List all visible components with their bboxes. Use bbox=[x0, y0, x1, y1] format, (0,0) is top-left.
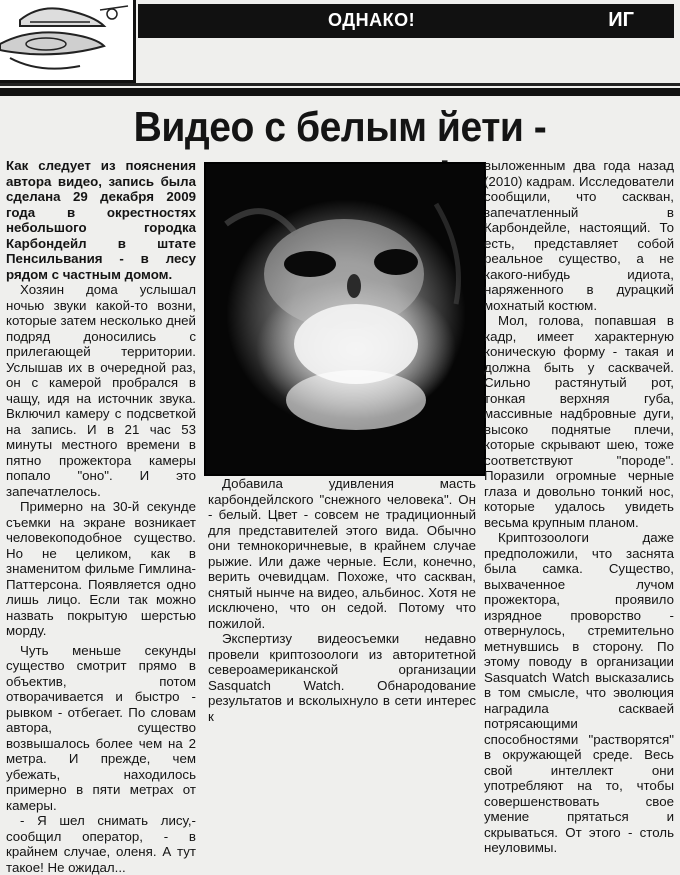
article-paragraph: Примерно на 30-й секунде съемки на экране возникает человекоподобное существо. Но не целиком, как в знаменитом фильме Гимлина-Паттерсона. Появляется одно лишь лицо. Если так можно назвать покрытую шерстью морду. bbox=[6, 499, 196, 638]
article-paragraph: Добавила удивления масть карбондейлского "снежного человека". Он - белый. Цвет - совсем не традиционный для представителей этого вида. Обычно они темнокоричневые, в крайнем случае рыжие. Или даже черные. Если, конечно, верить очевидцам. Похоже, что саскван, снятый нынче на видео, альбинос. Хотя не исключено, что он седой. Потому что пожилой. bbox=[208, 476, 476, 631]
article-lead: Как следует из пояснения автора видео, запись была сделана 29 декабря 2009 года в окрестностях небольшого городка Карбондейл в штате Пенсильвания - в лесу рядом с частным домом. bbox=[6, 158, 196, 282]
divider-rule-thick bbox=[0, 88, 680, 96]
article-paragraph: выложенным два года назад (2010) кадрам. Исследователи сообщили, что саскван, запечатленный в Карбондейле, настоящий. То есть, представляет собой реальное существо, а не какого-нибудь идиота, наряженного в дурацкий мохнатый костюм. bbox=[484, 158, 674, 313]
yeti-face-image bbox=[206, 164, 484, 474]
article-column-1 bbox=[6, 158, 196, 875]
article-column-3 bbox=[484, 158, 674, 856]
rubric-bar bbox=[138, 4, 674, 38]
paper-code: ИГ bbox=[608, 9, 634, 31]
article-column-2 bbox=[208, 476, 476, 724]
article-paragraph: Криптозоологи даже предположили, что заснята была самка. Существо, выхваченное лучом прожектора, проявило изрядное проворство - отвернулось, стремительно метнувшись в сторону. По этому поводу в организации Sasquatch Watch высказались в том смысле, что эволюция наградила саскваей потрясающими способностями "растворятся" в окружающей среде. Весь свой интеллект они употребляют на то, чтобы совершенствовать свое умение прятаться и скрываться. От этого - столь неуловимы. bbox=[484, 530, 674, 855]
article-paragraph: Мол, голова, попавшая в кадр, имеет характерную коническую форму - такая и должна быть у сасквачей. Сильно растянутый рот, тонкая верхняя губа, массивные надбровные дуги, высоко поднятые плечи, которые скрывают шею, тоже соответствуют "породе". Поразили огромные черные глаза и довольно тонкий нос, которые удалось увидеть весьма крупным планом. bbox=[484, 313, 674, 530]
article-paragraph: Чуть меньше секунды существо смотрит прямо в объектив, потом отворачивается и быстро - рывком - отбегает. По словам автора, существо возвышалось более чем на 2 метра. И прежде, чем убежать, находилось примерно в пяти метрах от камеры. bbox=[6, 642, 196, 813]
rubric-title: ОДНАКО! bbox=[328, 10, 416, 30]
yeti-video-still bbox=[204, 162, 486, 476]
article-paragraph: Хозяин дома услышал ночью звуки какой-то возни, которые затем несколько дней подряд доносились с прилегающей территории. Услышав их в очередной раз, он с камерой пробрался в чащу, идя на источник звука. Включил камеру с подсветкой на запись. И в 21 час 53 минуты местного времени в пятно прожектора камеры попало "оно". И это запечатлелось. bbox=[6, 282, 196, 499]
ufo-drawing-icon bbox=[0, 0, 133, 80]
section-logo bbox=[0, 0, 136, 83]
article-paragraph: Экспертизу видеосъемки недавно провели криптозоологи из авторитетной североамериканской организации Sasquatch Watch. Обнародование результатов и всколыхнуло в сети интерес к bbox=[208, 631, 476, 724]
divider-rule bbox=[0, 83, 680, 86]
article-headline: Видео с белым йети - bbox=[133, 103, 547, 150]
article-paragraph: - Я шел снимать лису,- сообщил оператор, - в крайнем случае, оленя. А тут такое! Не ожидал... bbox=[6, 813, 196, 875]
